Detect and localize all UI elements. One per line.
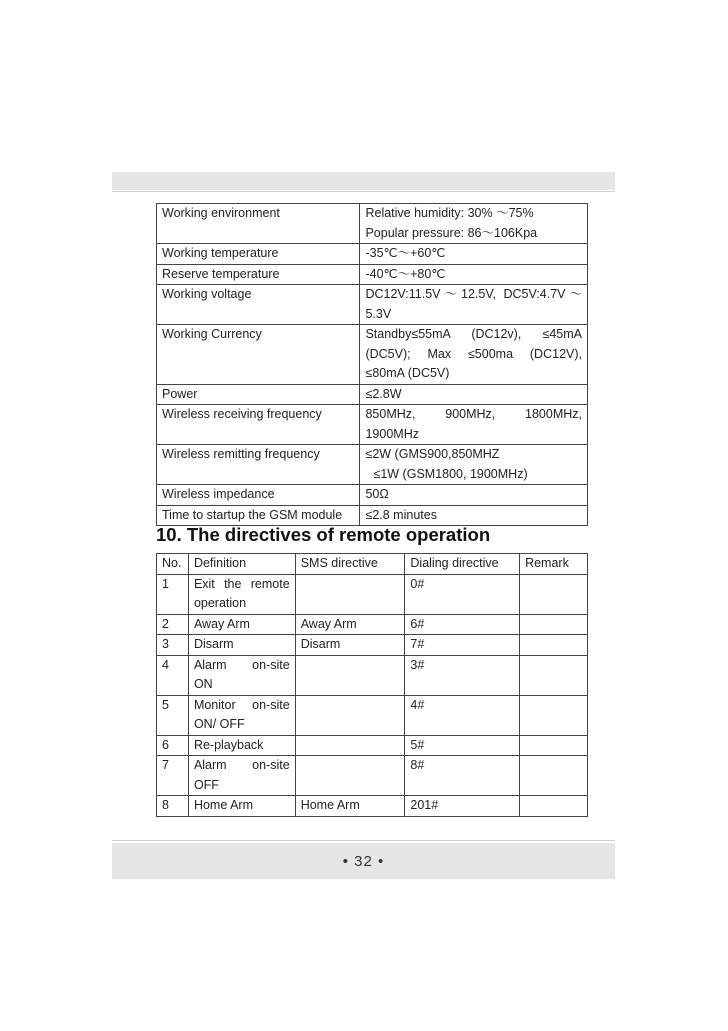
footer-band bbox=[112, 843, 615, 879]
directive-row bbox=[157, 796, 588, 817]
directive-no: 4 bbox=[157, 655, 189, 695]
directive-definition: Re-playback bbox=[188, 735, 295, 756]
spec-row bbox=[157, 405, 588, 445]
directive-row bbox=[157, 655, 588, 695]
directive-definition: Exit the remote operation bbox=[188, 574, 295, 614]
directive-no: 1 bbox=[157, 574, 189, 614]
spec-label: Wireless receiving frequency bbox=[157, 405, 360, 445]
spec-row bbox=[157, 244, 588, 265]
directive-dialing: 5# bbox=[405, 735, 520, 756]
directives-table-body bbox=[157, 574, 588, 816]
directive-definition: Home Arm bbox=[188, 796, 295, 817]
spec-value bbox=[360, 325, 588, 385]
spec-label: Working temperature bbox=[157, 244, 360, 265]
directive-dialing: 0# bbox=[405, 574, 520, 614]
spec-label: Working environment bbox=[157, 204, 360, 244]
spec-value-line: ≤2.8 minutes bbox=[365, 507, 437, 522]
directive-remark bbox=[520, 796, 588, 817]
directive-dialing: 7# bbox=[405, 635, 520, 656]
directive-sms: Away Arm bbox=[295, 614, 405, 635]
spec-value bbox=[360, 505, 588, 526]
spec-value-line: ≤2W (GMS900,850MHZ bbox=[365, 447, 500, 461]
directives-header-row bbox=[157, 554, 588, 575]
spec-table bbox=[156, 203, 588, 526]
directive-definition: Away Arm bbox=[188, 614, 295, 635]
spec-value-line: 50Ω bbox=[365, 487, 389, 501]
spec-row bbox=[157, 384, 588, 405]
spec-value bbox=[360, 204, 588, 244]
spec-row bbox=[157, 285, 588, 325]
spec-row bbox=[157, 264, 588, 285]
directive-sms: Home Arm bbox=[295, 796, 405, 817]
spec-value-line: -40℃～+80℃ bbox=[365, 266, 446, 281]
directive-sms: Disarm bbox=[295, 635, 405, 656]
section-title: 10. The directives of remote operation bbox=[156, 524, 491, 545]
directive-no: 3 bbox=[157, 635, 189, 656]
spec-label: Working Currency bbox=[157, 325, 360, 385]
header-definition: Definition bbox=[188, 554, 295, 575]
spec-label: Time to startup the GSM module bbox=[157, 505, 360, 526]
directive-dialing: 4# bbox=[405, 695, 520, 735]
spec-value bbox=[360, 244, 588, 265]
spec-row bbox=[157, 505, 588, 526]
directive-row bbox=[157, 635, 588, 656]
directive-no: 7 bbox=[157, 756, 189, 796]
spec-label: Power bbox=[157, 384, 360, 405]
spec-value-line: ≤2.8W bbox=[365, 386, 402, 401]
directives-table bbox=[156, 553, 588, 817]
directive-no: 8 bbox=[157, 796, 189, 817]
directive-row bbox=[157, 614, 588, 635]
footer-divider bbox=[112, 840, 615, 841]
directive-dialing: 3# bbox=[405, 655, 520, 695]
spec-value bbox=[360, 384, 588, 405]
directive-sms bbox=[295, 735, 405, 756]
spec-label: Working voltage bbox=[157, 285, 360, 325]
directive-dialing: 6# bbox=[405, 614, 520, 635]
spec-value bbox=[360, 405, 588, 445]
header-no: No. bbox=[157, 554, 189, 575]
directive-no: 2 bbox=[157, 614, 189, 635]
spec-value bbox=[360, 445, 588, 485]
directive-remark bbox=[520, 735, 588, 756]
header-divider bbox=[112, 191, 615, 192]
directive-row bbox=[157, 695, 588, 735]
spec-row bbox=[157, 325, 588, 385]
directive-remark bbox=[520, 756, 588, 796]
spec-row bbox=[157, 204, 588, 244]
spec-row bbox=[157, 485, 588, 506]
spec-row bbox=[157, 445, 588, 485]
directive-definition: Alarm on-site ON bbox=[188, 655, 295, 695]
spec-label: Wireless remitting frequency bbox=[157, 445, 360, 485]
spec-value-line: DC12V:11.5V～12.5V, DC5V:4.7V～5.3V bbox=[365, 287, 582, 321]
spec-value-line: -35℃～+60℃ bbox=[365, 246, 446, 260]
spec-value-line: Relative humidity: 30% ～75% bbox=[365, 206, 534, 220]
directive-row bbox=[157, 756, 588, 796]
spec-value bbox=[360, 285, 588, 325]
directive-dialing: 8# bbox=[405, 756, 520, 796]
directive-row bbox=[157, 574, 588, 614]
directive-remark bbox=[520, 574, 588, 614]
spec-label: Reserve temperature bbox=[157, 264, 360, 285]
spec-value bbox=[360, 264, 588, 285]
spec-value bbox=[360, 485, 588, 506]
directive-remark bbox=[520, 695, 588, 735]
header-remark: Remark bbox=[520, 554, 588, 575]
header-dialing-directive: Dialing directive bbox=[405, 554, 520, 575]
directive-no: 5 bbox=[157, 695, 189, 735]
header-sms-directive: SMS directive bbox=[295, 554, 405, 575]
directive-definition: Disarm bbox=[188, 635, 295, 656]
directive-definition: Alarm on-site OFF bbox=[188, 756, 295, 796]
spec-label: Wireless impedance bbox=[157, 485, 360, 506]
directive-remark bbox=[520, 655, 588, 695]
page-number: • 32 • bbox=[342, 852, 385, 870]
directive-dialing: 201# bbox=[405, 796, 520, 817]
directive-row bbox=[157, 735, 588, 756]
spec-table-body bbox=[157, 204, 588, 526]
directive-remark bbox=[520, 635, 588, 656]
directive-sms bbox=[295, 756, 405, 796]
directive-no: 6 bbox=[157, 735, 189, 756]
spec-value-line: 850MHz, 900MHz, 1800MHz, 1900MHz bbox=[365, 407, 582, 441]
header-band bbox=[112, 172, 615, 190]
directive-definition: Monitor on-site ON/ OFF bbox=[188, 695, 295, 735]
directive-remark bbox=[520, 614, 588, 635]
spec-value-line: ≤1W (GSM1800, 1900MHz) bbox=[373, 466, 528, 481]
directive-sms bbox=[295, 695, 405, 735]
directive-sms bbox=[295, 655, 405, 695]
directive-sms bbox=[295, 574, 405, 614]
spec-value-line: Standby≤55mA (DC12v), ≤45mA (DC5V); Max ≤500ma (DC12V), ≤80mA (DC5V) bbox=[365, 327, 582, 380]
spec-value-line: Popular pressure: 86～106Kpa bbox=[365, 225, 538, 240]
